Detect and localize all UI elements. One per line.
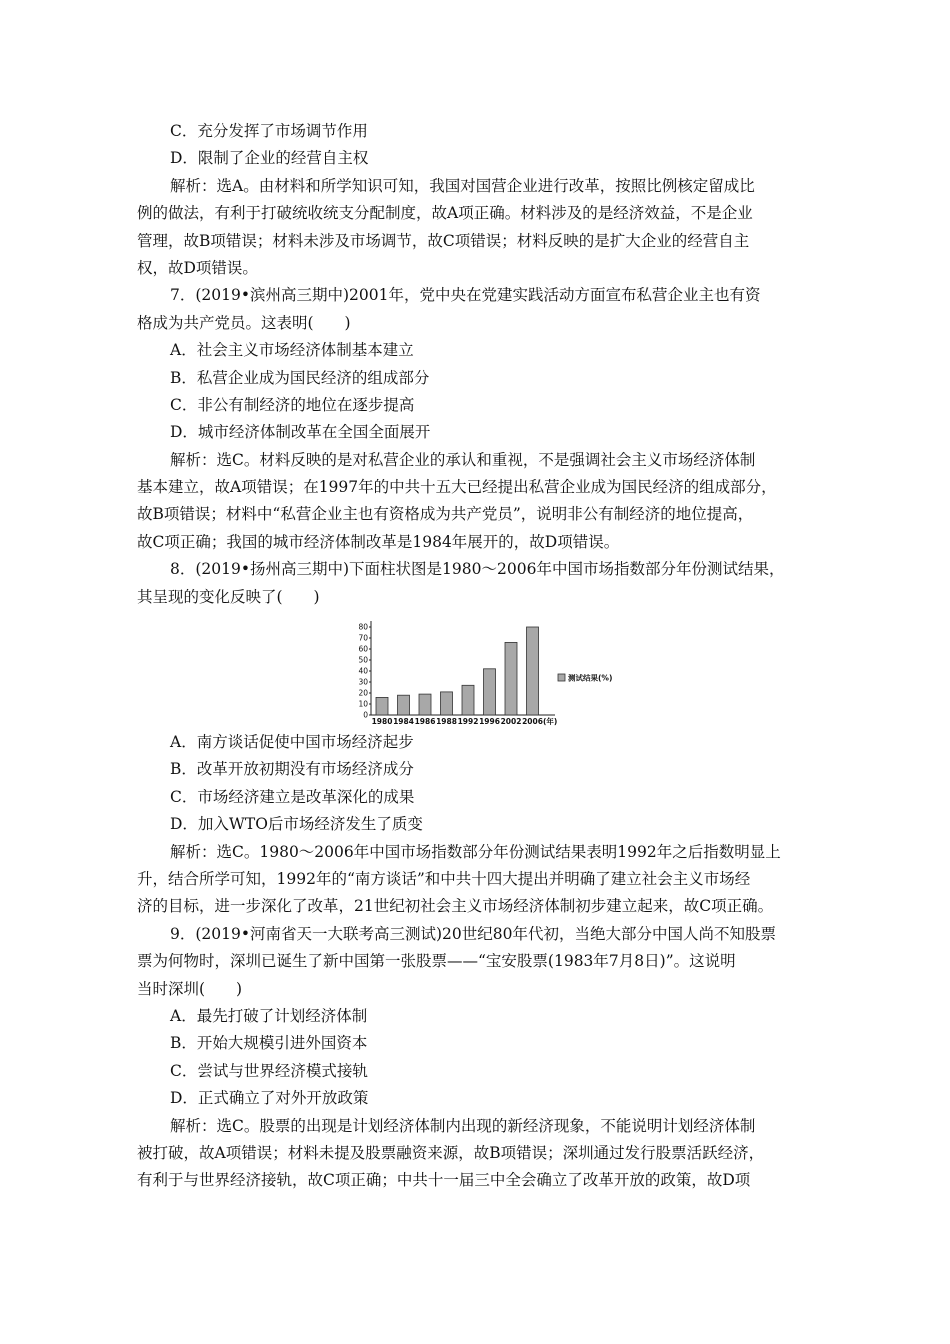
text-line: 有利于与世界经济接轨，故C项正确；中共十一届三中全会确立了改革开放的政策，故D项 (137, 1171, 751, 1190)
text-line: D．限制了企业的经营自主权 (170, 149, 369, 168)
x-tick-label: 1988 (436, 717, 457, 727)
text-line: B．开始大规模引进外国资本 (170, 1034, 368, 1053)
x-tick-label: 1984 (393, 717, 414, 727)
text-line: A．南方谈话促使中国市场经济起步 (170, 733, 414, 752)
text-line: C．尝试与世界经济模式接轨 (170, 1061, 368, 1080)
x-tick-label: 1996 (479, 717, 500, 727)
y-tick-label: 70 (358, 633, 368, 643)
text-line: D．正式确立了对外开放政策 (170, 1089, 369, 1108)
text-line: B．改革开放初期没有市场经济成分 (170, 760, 414, 779)
text-line: 8．(2019•扬州高三期中)下面柱状图是1980～2006年中国市场指数部分年份测试结果， (170, 560, 785, 579)
x-tick-label: 1986 (414, 717, 436, 727)
text-line: C．市场经济建立是改革深化的成果 (170, 787, 415, 806)
bar (527, 627, 539, 715)
y-tick-label: 40 (358, 666, 368, 676)
text-line: 当时深圳( ) (137, 979, 243, 998)
text-line: D．加入WTO后市场经济发生了质变 (170, 815, 423, 834)
text-line: 故C项正确；我国的城市经济体制改革是1984年展开的，故D项错误。 (137, 532, 620, 551)
text-block-bottom (137, 729, 817, 1195)
text-line: 格成为共产党员。这表明( ) (137, 313, 351, 332)
bar (484, 669, 496, 715)
legend-label: 测试结果(%) (568, 673, 613, 683)
text-line: 票为何物时，深圳已诞生了新中国第一张股票——“宝安股票(1983年7月8日)”。这说明 (137, 952, 736, 971)
text-line: 解析：选C。材料反映的是对私营企业的承认和重视，不是强调社会主义市场经济体制 (170, 450, 756, 469)
y-tick-label: 30 (358, 677, 368, 687)
bar (441, 692, 453, 715)
bar (505, 642, 517, 715)
bar (462, 685, 474, 715)
bar-chart-container (137, 615, 817, 727)
x-tick-label: 1980 (371, 717, 393, 727)
text-line: 基本建立，故A项错误；在1997年的中共十五大已经提出私营企业成为国民经济的组成部分， (137, 478, 777, 497)
x-axis-unit: (年) (543, 717, 558, 727)
text-line: 9．(2019•河南省天一大联考高三测试)20世纪80年代初，当绝大部分中国人尚不知股票 (170, 924, 776, 943)
text-line: 解析：选C。股票的出现是计划经济体制内出现的新经济现象，不能说明计划经济体制 (170, 1116, 756, 1135)
bar (376, 697, 388, 715)
text-line: 解析：选C。1980～2006年中国市场指数部分年份测试结果表明1992年之后指数明显上 (170, 842, 781, 861)
text-line: B．私营企业成为国民经济的组成部分 (170, 368, 430, 387)
y-tick-label: 50 (358, 655, 368, 665)
text-line: 例的做法，有利于打破统收统支分配制度，故A项正确。材料涉及的是经济效益，不是企业 (137, 204, 753, 223)
bar (398, 695, 410, 715)
text-line: 7．(2019•滨州高三期中)2001年，党中央在党建实践活动方面宣布私营企业主也有资 (170, 286, 761, 305)
y-tick-label: 80 (358, 622, 368, 632)
text-block-top (137, 118, 817, 611)
text-line: C．非公有制经济的地位在逐步提高 (170, 395, 415, 414)
x-tick-label: 2006 (522, 717, 543, 727)
document-page (137, 118, 817, 1195)
bar (419, 694, 431, 715)
text-line: C．充分发挥了市场调节作用 (170, 122, 368, 140)
y-tick-label: 60 (358, 644, 368, 654)
y-tick-label: 10 (358, 699, 368, 709)
text-line: A．社会主义市场经济体制基本建立 (170, 341, 414, 360)
text-line: A．最先打破了计划经济体制 (170, 1006, 368, 1025)
legend-swatch (558, 674, 565, 681)
x-tick-label: 2002 (500, 717, 522, 727)
text-line: 解析：选A。由材料和所学知识可知，我国对国营企业进行改革，按照比例核定留成比 (170, 176, 755, 195)
x-tick-label: 1992 (457, 717, 479, 727)
text-line: 权，故D项错误。 (137, 258, 258, 277)
text-line: 升，结合所学可知，1992年的“南方谈话”和中共十四大提出并明确了建立社会主义市场经 (137, 869, 751, 888)
y-tick-label: 0 (363, 710, 368, 720)
text-line: 被打破，故A项错误；材料未提及股票融资来源，故B项错误；深圳通过发行股票活跃经济， (137, 1143, 765, 1162)
text-line: 其呈现的变化反映了( ) (137, 587, 320, 606)
text-line: 故B项错误；材料中“私营企业主也有资格成为共产党员”，说明非公有制经济的地位提高， (137, 505, 754, 524)
bar-chart (355, 615, 615, 727)
text-line: 管理，故B项错误；材料未涉及市场调节，故C项错误；材料反映的是扩大企业的经营自主 (137, 231, 750, 250)
text-line: D．城市经济体制改革在全国全面展开 (170, 423, 431, 442)
text-line: 济的目标，进一步深化了改革，21世纪初社会主义市场经济体制初步建立起来，故C项正确。 (137, 897, 774, 916)
y-tick-label: 20 (358, 688, 368, 698)
